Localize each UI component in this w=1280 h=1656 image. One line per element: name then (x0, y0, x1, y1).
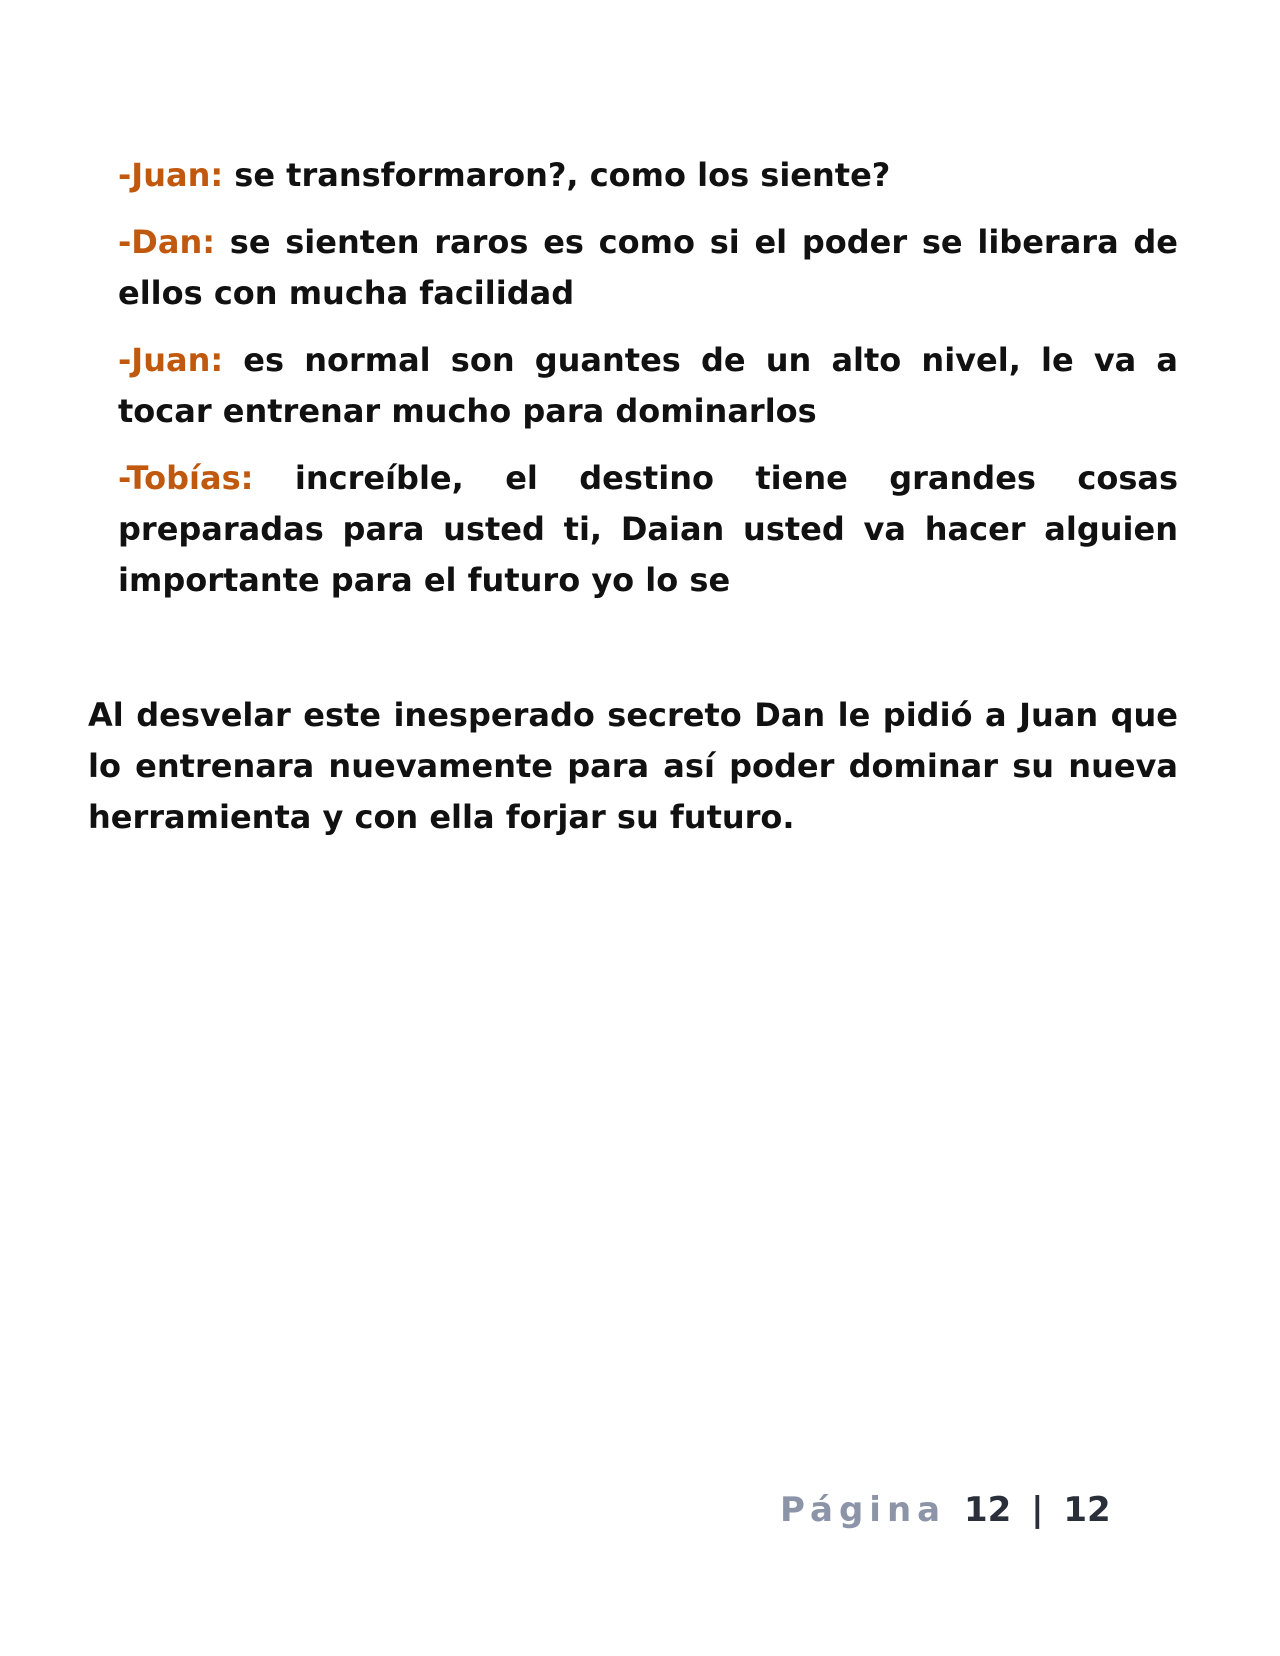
narration-paragraph: Al desvelar este inesperado secreto Dan le pidió a Juan que lo entrenara nuevamente para así poder dominar su nueva herramienta y con ella forjar su futuro. (88, 696, 1178, 836)
dialogue-line (118, 150, 1178, 201)
dialogue-line (118, 217, 1178, 319)
speaker-name: -Juan: (118, 156, 224, 194)
dialogue-line (118, 335, 1178, 437)
page-separator: | (1031, 1490, 1044, 1530)
total-page-count: 12 (1063, 1490, 1111, 1530)
speaker-name: -Dan: (118, 223, 216, 261)
dialogue-block (118, 150, 1178, 622)
dialogue-text: es normal son guantes de un alto nivel, le va a tocar entrenar mucho para dominarlos (118, 341, 1179, 430)
page-label: Página (780, 1490, 947, 1530)
speaker-name: -Juan: (118, 341, 224, 379)
dialogue-text: se sienten raros es como si el poder se liberara de ellos con mucha facilidad (118, 223, 1179, 312)
current-page-number: 12 (963, 1490, 1012, 1530)
speaker-name: -Tobías: (118, 459, 254, 497)
page-footer (780, 1488, 1111, 1532)
dialogue-line (118, 453, 1178, 606)
dialogue-text: increíble, el destino tiene grandes cosas preparadas para usted ti, Daian usted va hacer alguien importante para el futuro yo lo se (118, 459, 1179, 599)
dialogue-text: se transformaron?, como los siente? (234, 156, 891, 194)
